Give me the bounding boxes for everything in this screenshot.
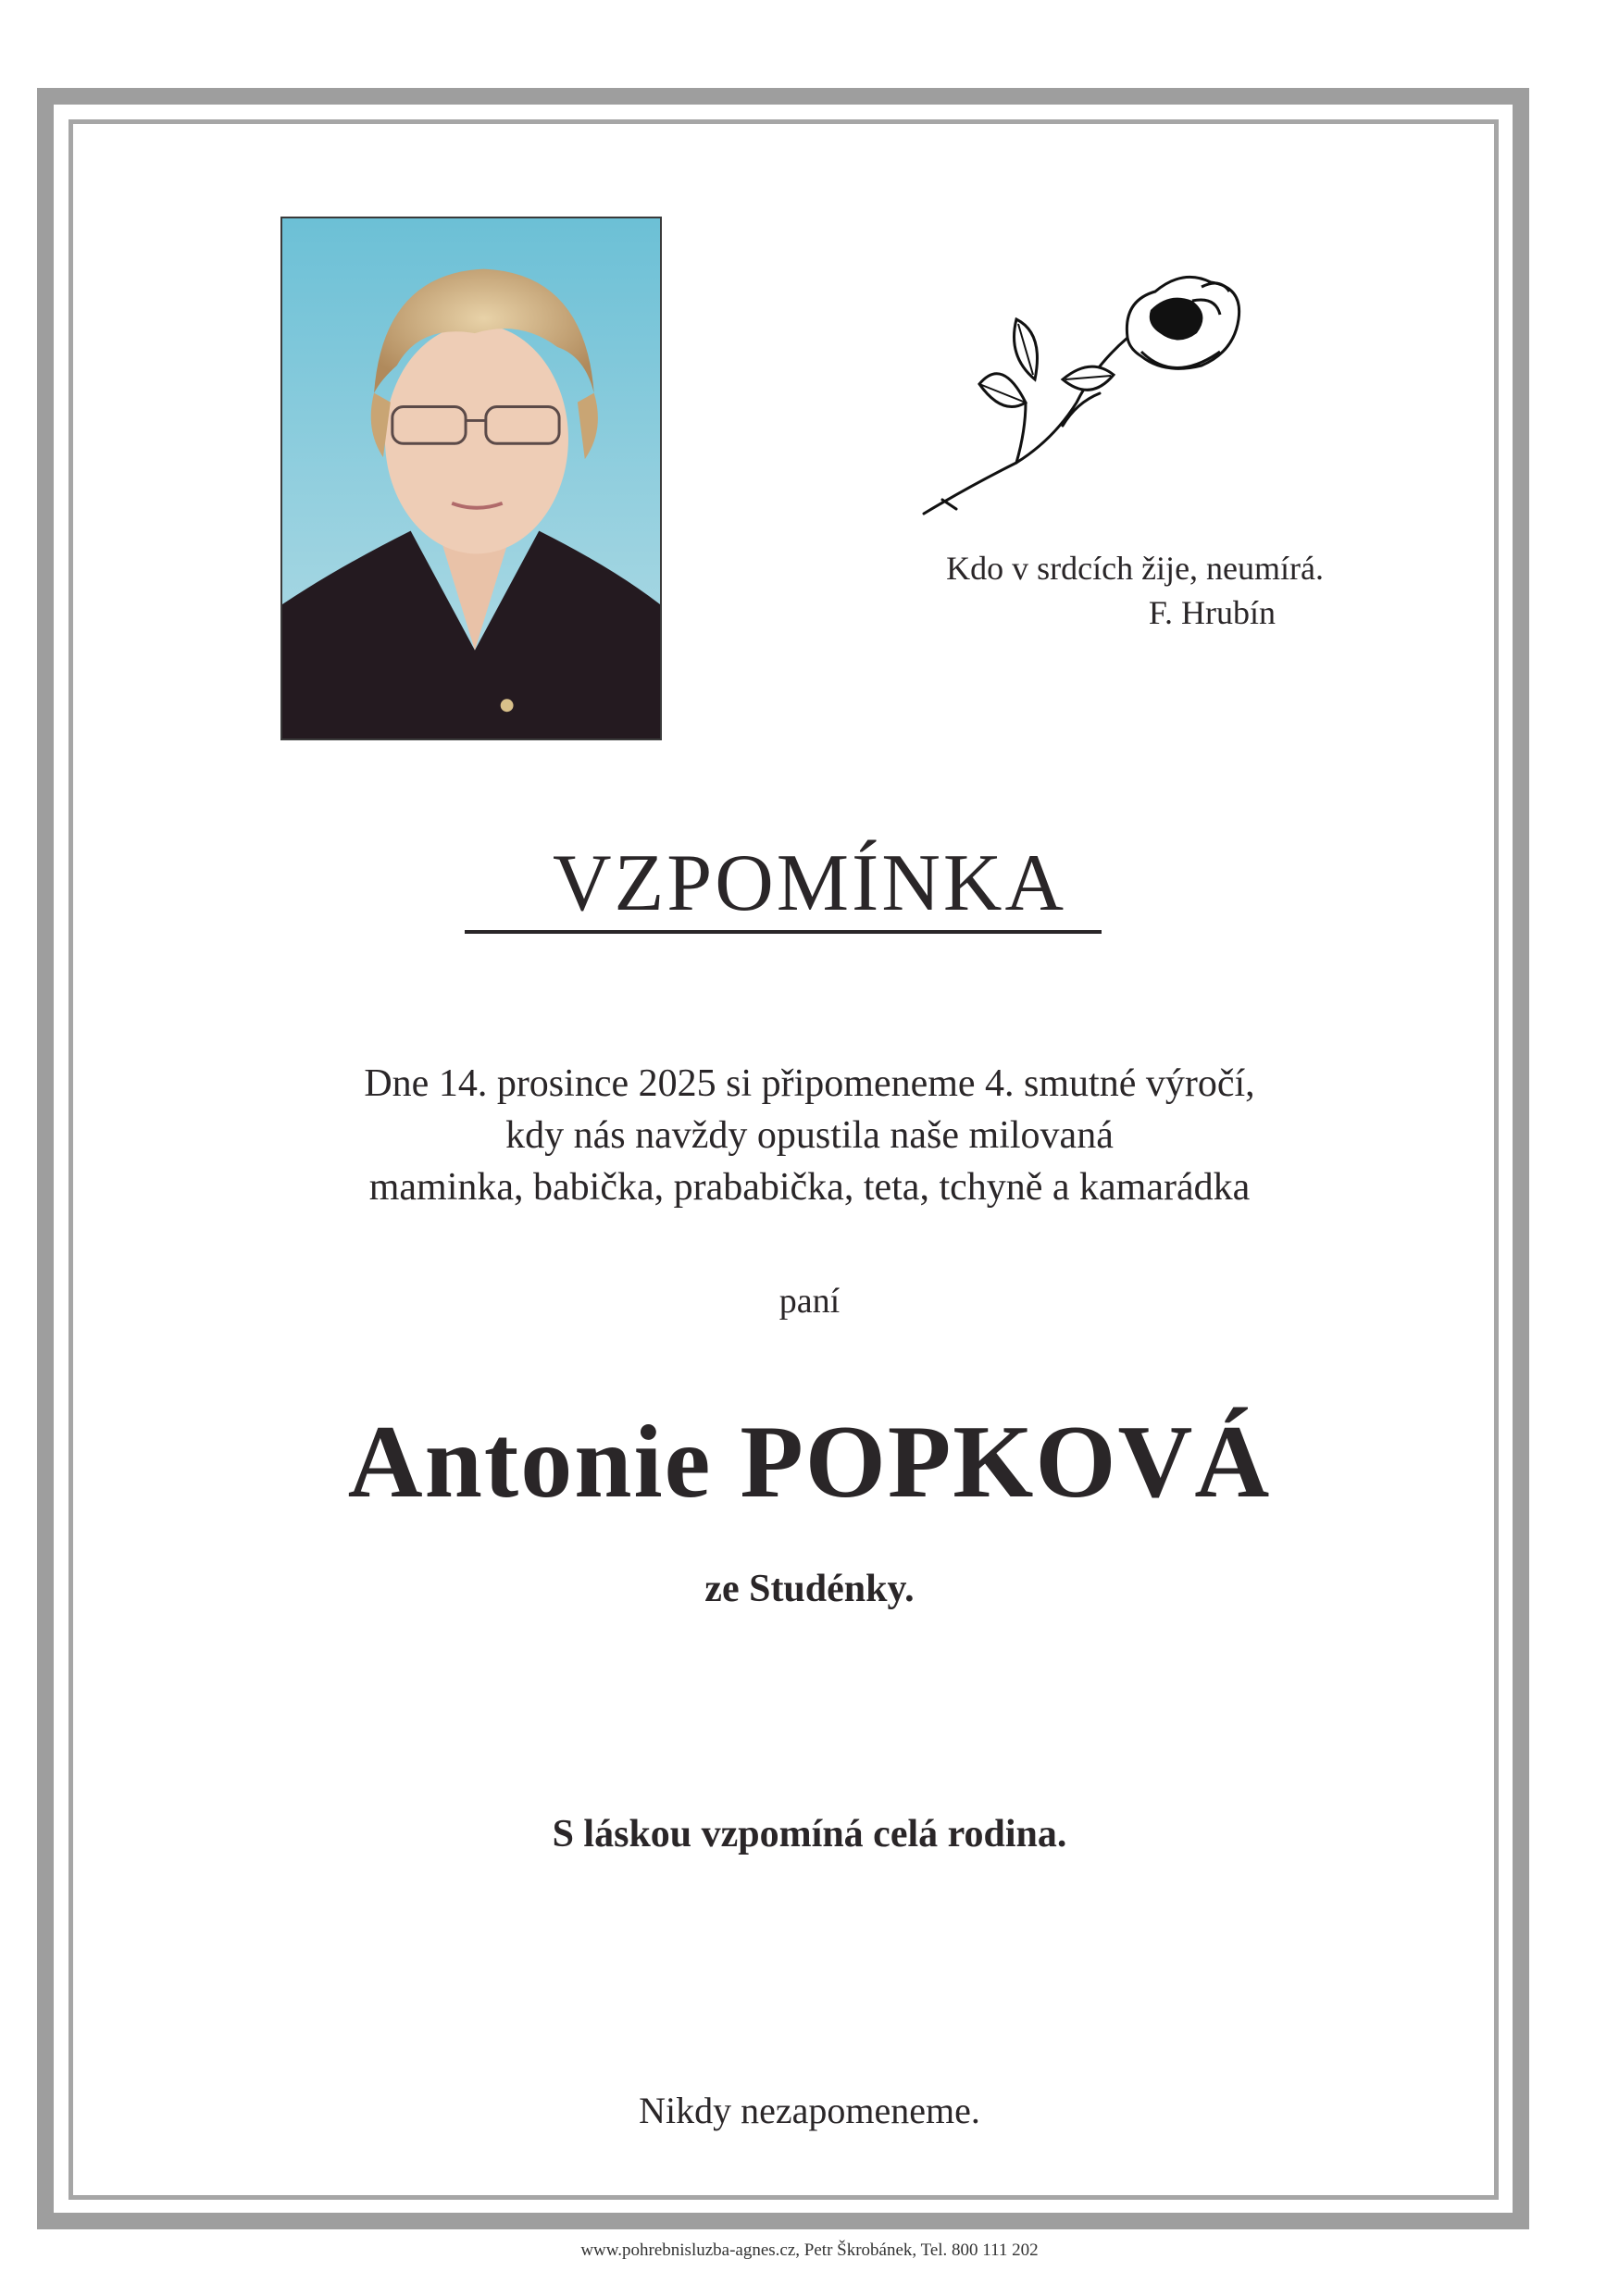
deceased-name: Antonie POPKOVÁ (347, 1405, 1272, 1520)
quote-block (833, 546, 1324, 635)
page-title: VZPOMÍNKA (553, 838, 1066, 928)
quote-text: Kdo v srdcích žije, neumírá. (946, 550, 1324, 587)
quote-author: F. Hrubín (1148, 594, 1276, 631)
origin-text: ze Studénky. (704, 1568, 915, 1610)
honorific: paní (778, 1282, 841, 1321)
title-underline (465, 930, 1102, 934)
intro-text (0, 1058, 1619, 1213)
footer-contact: www.pohrebnisluzba-agnes.cz, Petr Škrobánek, Tel. 800 111 202 (580, 2240, 1039, 2260)
portrait-photo (280, 217, 662, 740)
intro-line-1: Dne 14. prosince 2025 si připomeneme 4. smutné výročí, (364, 1062, 1255, 1105)
closing-text: S láskou vzpomíná celá rodina. (552, 1813, 1067, 1855)
rose-icon (915, 264, 1250, 527)
final-line: Nikdy nezapomeneme. (639, 2090, 980, 2131)
intro-line-3: maminka, babička, prababička, teta, tchyně a kamarádka (368, 1166, 1251, 1209)
intro-line-2: kdy nás navždy opustila naše milovaná (505, 1114, 1114, 1157)
